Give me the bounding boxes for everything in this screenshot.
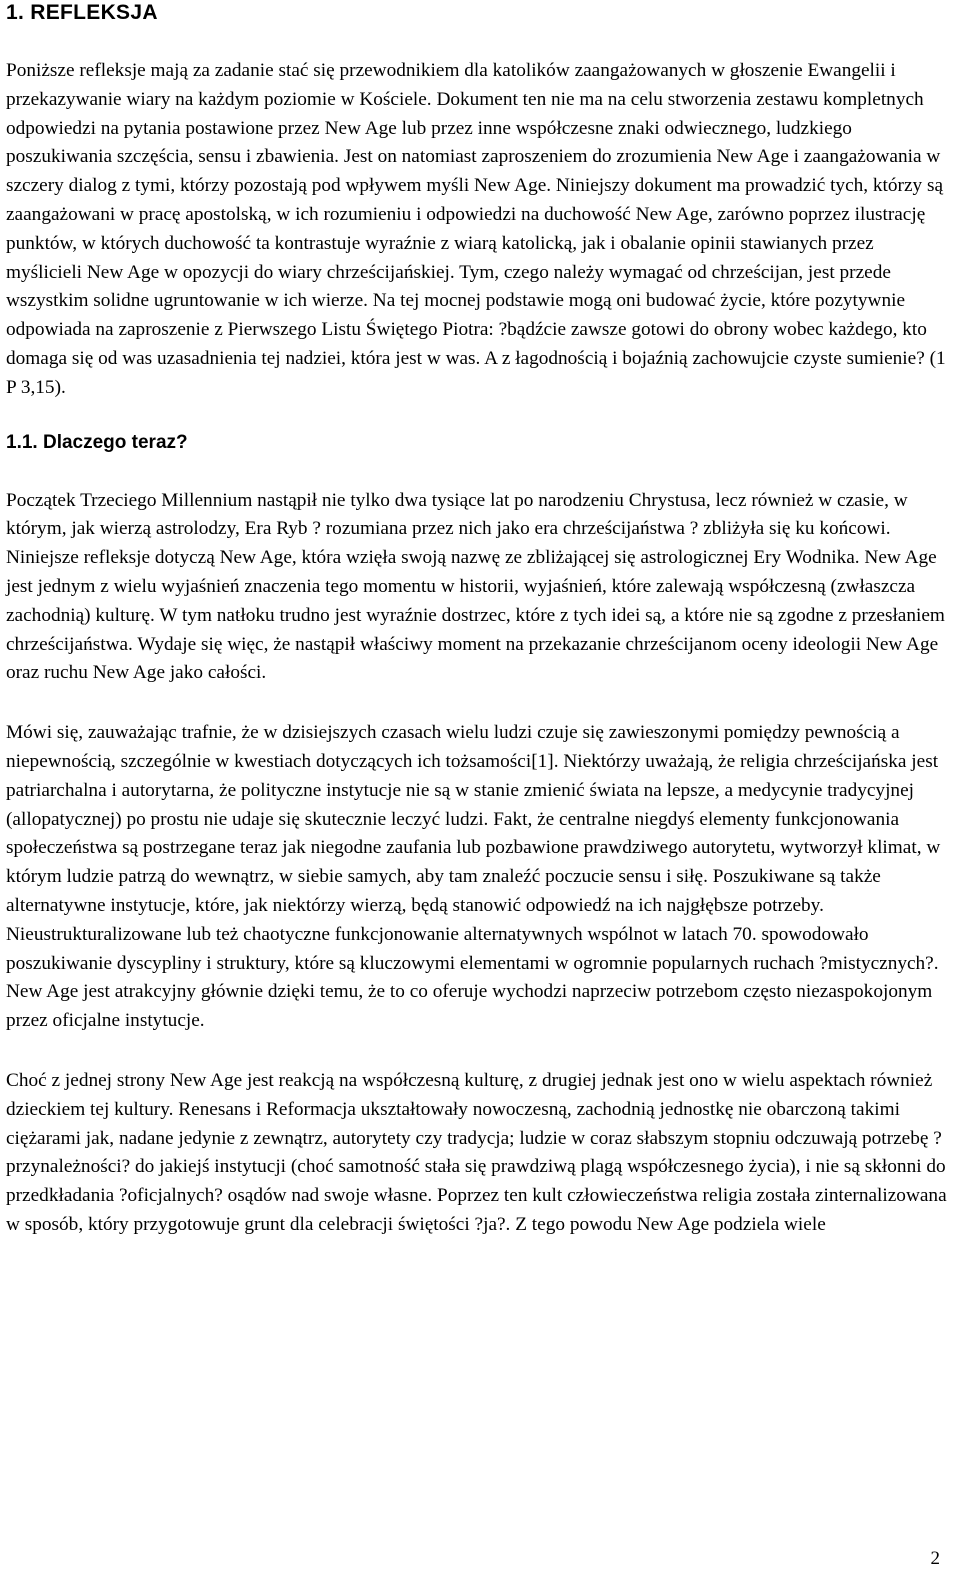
- paragraph-identity: Mówi się, zauważając trafnie, że w dzisiejszych czasach wielu ludzi czuje się zawieszonymi pomiędzy pewnością a niepewnością, szczególnie w kwestiach dotyczących ich tożsamości[1]. Niektórzy uważają, że religia chrześcijańska jest patriarchalna i autorytarna, że polityczne instytucje nie są w stanie zmienić świata na lepsze, a medycynie tradycyjnej (allopatycznej) po prostu nie udaje się skutecznie leczyć ludzi. Fakt, że centralne niegdyś elementy funkcjonowania społeczeństwa są postrzegane teraz jak niegodne zaufania lub pozbawione prawdziwego autorytetu, wytworzył klimat, w którym ludzie patrzą do wewnątrz, w siebie samych, aby tam znaleźć poczucie sensu i siłę. Poszukiwane są także alternatywne instytucje, które, jak niektórzy wierzą, będą stanowić odpowiedź na ich najgłębsze potrzeby. Nieustrukturalizowane lub też chaotyczne funkcjonowanie alternatywnych wspólnot w latach 70. spowodowało poszukiwanie dyscypliny i struktury, które są kluczowymi elementami w ogromnie popularnych ruchach ?mistycznych?. New Age jest atrakcyjny głównie dzięki temu, że to co oferuje wychodzi naprzeciw potrzebom często niezaspokojonym przez oficjalne instytucje.: [6, 722, 941, 1032]
- document-page: [6, 0, 954, 1240]
- paragraph-intro: Poniższe refleksje mają za zadanie stać się przewodnikiem dla katolików zaangażowanych w głoszenie Ewangelii i przekazywanie wiary na każdym poziomie w Kościele. Dokument ten nie ma na celu stworzenia zestawu kompletnych odpowiedzi na pytania postawione przez New Age lub przez inne współczesne znaki odwiecznego, ludzkiego poszukiwania szczęścia, sensu i zbawienia. Jest on natomiast zaproszeniem do zrozumienia New Age i zaangażowania w szczery dialog z tymi, którzy pozostają pod wpływem myśli New Age. Niniejszy dokument ma prowadzić tych, którzy są zaangażowani w pracę apostolską, w ich rozumieniu i odpowiedzi na duchowość New Age, zarówno poprzez ilustrację punktów, w których duchowość ta kontrastuje wyraźnie z wiarą katolicką, jak i obalanie opinii stawianych przez myślicieli New Age w opozycji do wiary chrześcijańskiej. Tym, czego należy wymagać od chrześcijan, jest przede wszystkim solidne ugruntowanie w ich wierze. Na tej mocnej podstawie mogą oni budować życie, które pozytywnie odpowiada na zaproszenie z Pierwszego Listu Świętego Piotra: ?bądźcie zawsze gotowi do obrony wobec każdego, kto domaga się od was uzasadnienia tej nadziei, która jest w was. A z łagodnością i bojaźnią zachowujcie czyste sumienie? (1 P 3,15).: [6, 60, 946, 398]
- chapter-heading: 1. REFLEKSJA: [6, 1, 158, 24]
- paragraph-millennium: Początek Trzeciego Millennium nastąpił nie tylko dwa tysiące lat po narodzeniu Chrystusa, lecz również w czasie, w którym, jak wierzą astrolodzy, Era Ryb ? rozumiana przez nich jako era chrześcijaństwa ? zbliżyła się ku końcowi. Niniejsze refleksje dotyczą New Age, która wzięła swoją nazwę ze zbliżającej się astrologicznej Ery Wodnika. New Age jest jednym z wielu wyjaśnień znaczenia tego momentu w historii, wyjaśnień, które zalewają współczesną (zwłaszcza zachodnią) kulturę. W tym natłoku trudno jest wyraźnie dostrzec, które z tych idei są, a które nie są zgodne z przesłaniem chrześcijaństwa. Wydaje się więc, że nastąpił właściwy moment na przekazanie chrześcijanom oceny ideologii New Age oraz ruchu New Age jako całości.: [6, 489, 945, 684]
- page-number: 2: [930, 1548, 940, 1569]
- paragraph-culture: Choć z jednej strony New Age jest reakcją na współczesną kulturę, z drugiej jednak jest ono w wielu aspektach również dzieckiem tej kultury. Renesans i Reformacja ukształtowały nowoczesną, zachodnią jednostkę nie obarczoną takimi ciężarami jak, nadane jedynie z zewnątrz, autorytety czy tradycja; ludzie w coraz słabszym stopniu odczuwają potrzebę ? przynależności? do jakiejś instytucji (choć samotność stała się prawdziwą plagą współczesnego życia), i nie są skłonni do przedkładania ?oficjalnych? osądów nad swoje własne. Poprzez ten kult człowieczeństwa religia została zinternalizowana w sposób, który przygotowuje grunt dla celebracji świętości ?ja?. Z tego powodu New Age podziela wiele: [6, 1069, 947, 1235]
- section-heading: 1.1. Dlaczego teraz?: [6, 431, 188, 453]
